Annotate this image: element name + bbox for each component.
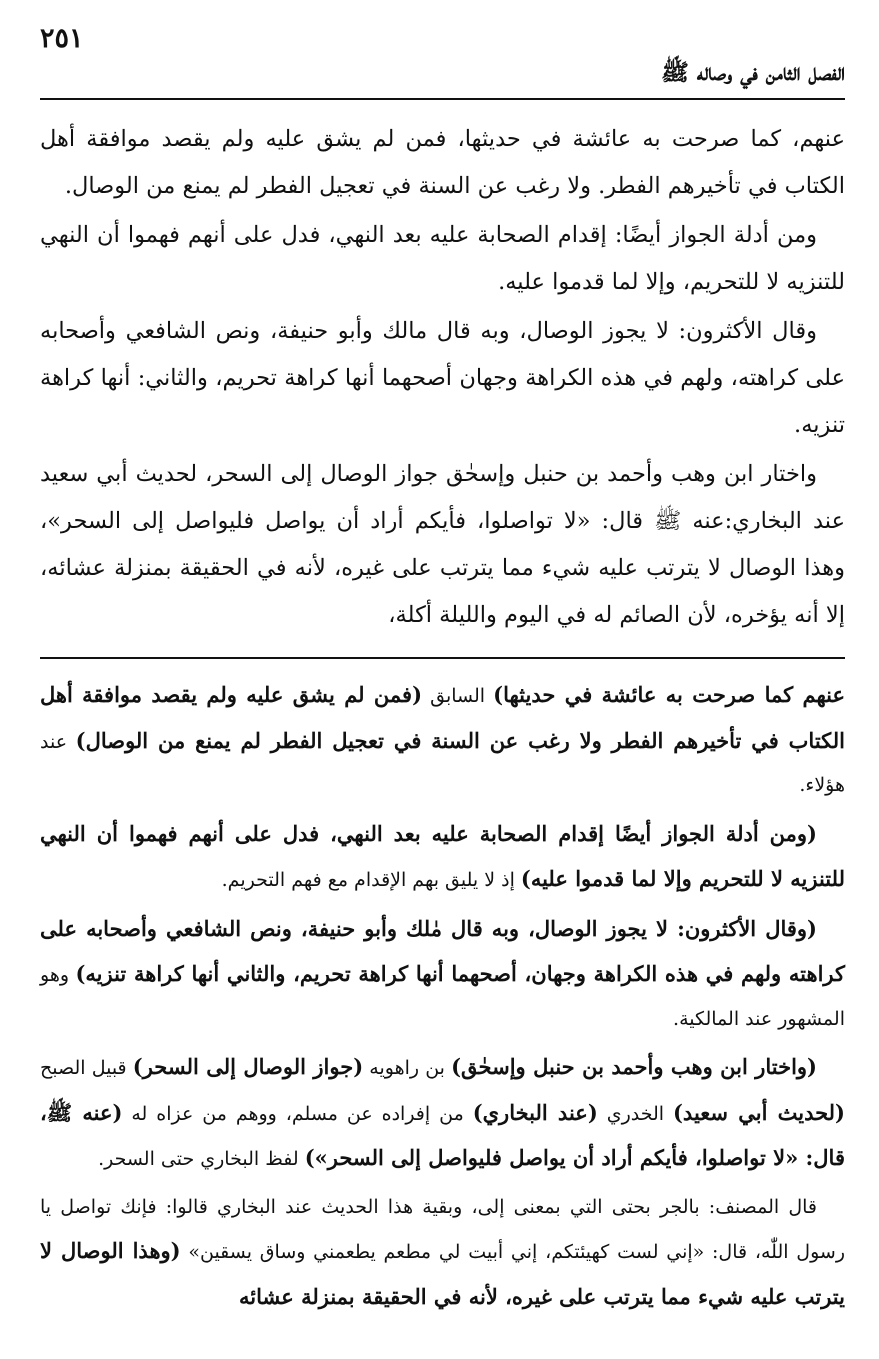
main-paragraph-1: عنهم، كما صرحت به عائشة في حديثها، فمن لم يشق عليه ولم يقصد موافقة أهل الكتاب في تأخيرهم الفطر. ولا رغب عن السنة في تعجيل الفطر لم يمنع من الوصال. [40,126,845,199]
gloss-text: وهو المشهور عند المالكية. [40,964,845,1030]
quoted-text: (وقال الأكثرون: لا يجوز الوصال، وبه قال مٰلك وأبو حنيفة، ونص الشافعي وأصحابه على كراهته ولهم في هذه الكراهة وجهان، أصحهما أنها كراهة تحريم، والثاني أنها كراهة تنزيه) [40,915,846,986]
quoted-text: (وهذا الوصال لا يترتب عليه شيء مما يترتب على غيره، لأنه في الحقيقة بمنزلة عشائه [40,1238,845,1309]
running-title: الفصل الثامن في وصاله ﷺ [661,59,845,86]
commentary-divider [40,657,845,659]
gloss-text: من إفراده عن مسلم، ووهم من عزاه له [122,1102,473,1125]
gloss-text: إذ لا يليق بهم الإقدام مع فهم التحريم. [221,869,521,891]
commentary-paragraph-3 [40,907,845,1042]
commentary-paragraph-4 [40,1045,845,1182]
gloss-text: عند هؤلاء. [40,730,845,796]
main-paragraph-2: ومن أدلة الجواز أيضًا: إقدام الصحابة عليه بعد النهي، فدل على أنهم فهموا أن النهي للتنزيه لا للتحريم، وإلا لما قدموا عليه. [40,222,845,295]
quoted-text: (ومن أدلة الجواز أيضًا إقدام الصحابة عليه بعد النهي، فدل على أنهم فهموا أن النهي للتنزيه لا للتحريم وإلا لما قدموا عليه) [40,820,845,891]
gloss-text: الخدري [597,1102,673,1125]
page-number: ٢٥١ [40,23,84,54]
commentary-paragraph-5 [40,1186,845,1321]
quoted-text: (فمن لم يشق عليه ولم يقصد موافقة أهل الكتاب في تأخيرهم الفطر ولا رغب عن السنة في تعجيل الفطر لم يمنع من الوصال) [40,682,845,753]
gloss-text: قال المصنف: بالجر بحتى التي بمعنى إلى، وبقية هذا الحديث عند البخاري قالوا: فإنك تواصل يا رسول اللّٰه، قال: «إني لست كهيئتكم، إني أبيت لي مطعم يطعمني وساق يسقين» [40,1195,845,1263]
commentary-text [40,673,845,1320]
gloss-text: قبيل الصبح [40,1057,133,1079]
gloss-text: لفظ البخاري حتى السحر. [98,1148,305,1170]
gloss-text: بن راهويه [363,1057,452,1079]
quoted-text: (عنه ﷺ، قال: «لا تواصلوا، فأيكم أراد أن يواصل فليواصل إلى السحر») [40,1099,845,1170]
quoted-text: (جواز الوصال إلى السحر) [132,1054,364,1079]
commentary-paragraph-1 [40,673,845,808]
quoted-text: (عند البخاري) [472,1099,598,1125]
page-header [40,0,845,100]
main-paragraph-3: وقال الأكثرون: لا يجوز الوصال، وبه قال مالك وأبو حنيفة، ونص الشافعي وأصحابه على كراهته، ولهم في هذه الكراهة وجهان أصحهما أنها كراهة تحريم، والثاني: أنها كراهة تنزيه. [40,318,845,438]
main-paragraph-4: واختار ابن وهب وأحمد بن حنبل وإسحٰق جواز الوصال إلى السحر، لحديث أبي سعيد عند البخاري:عنه ﷺ قال: «لا تواصلوا، فأيكم أراد أن يواصل فليواصل إلى السحر»، وهذا الوصال لا يترتب عليه شيء مما يترتب على غيره، لأنه في الحقيقة بمنزلة عشائه، إلا أنه يؤخره، لأن الصائم له في اليوم والليلة أكلة، [40,461,845,628]
quoted-text: (واختار ابن وهب وأحمد بن حنبل وإسحٰق) [451,1054,817,1079]
commentary-paragraph-2 [40,812,845,903]
quoted-text: عنهم كما صرحت به عائشة في حديثها) [493,682,845,707]
quoted-text: (لحديث أبي سعيد) [673,1099,845,1125]
main-text [40,116,845,639]
gloss-text: السابق [422,685,494,707]
